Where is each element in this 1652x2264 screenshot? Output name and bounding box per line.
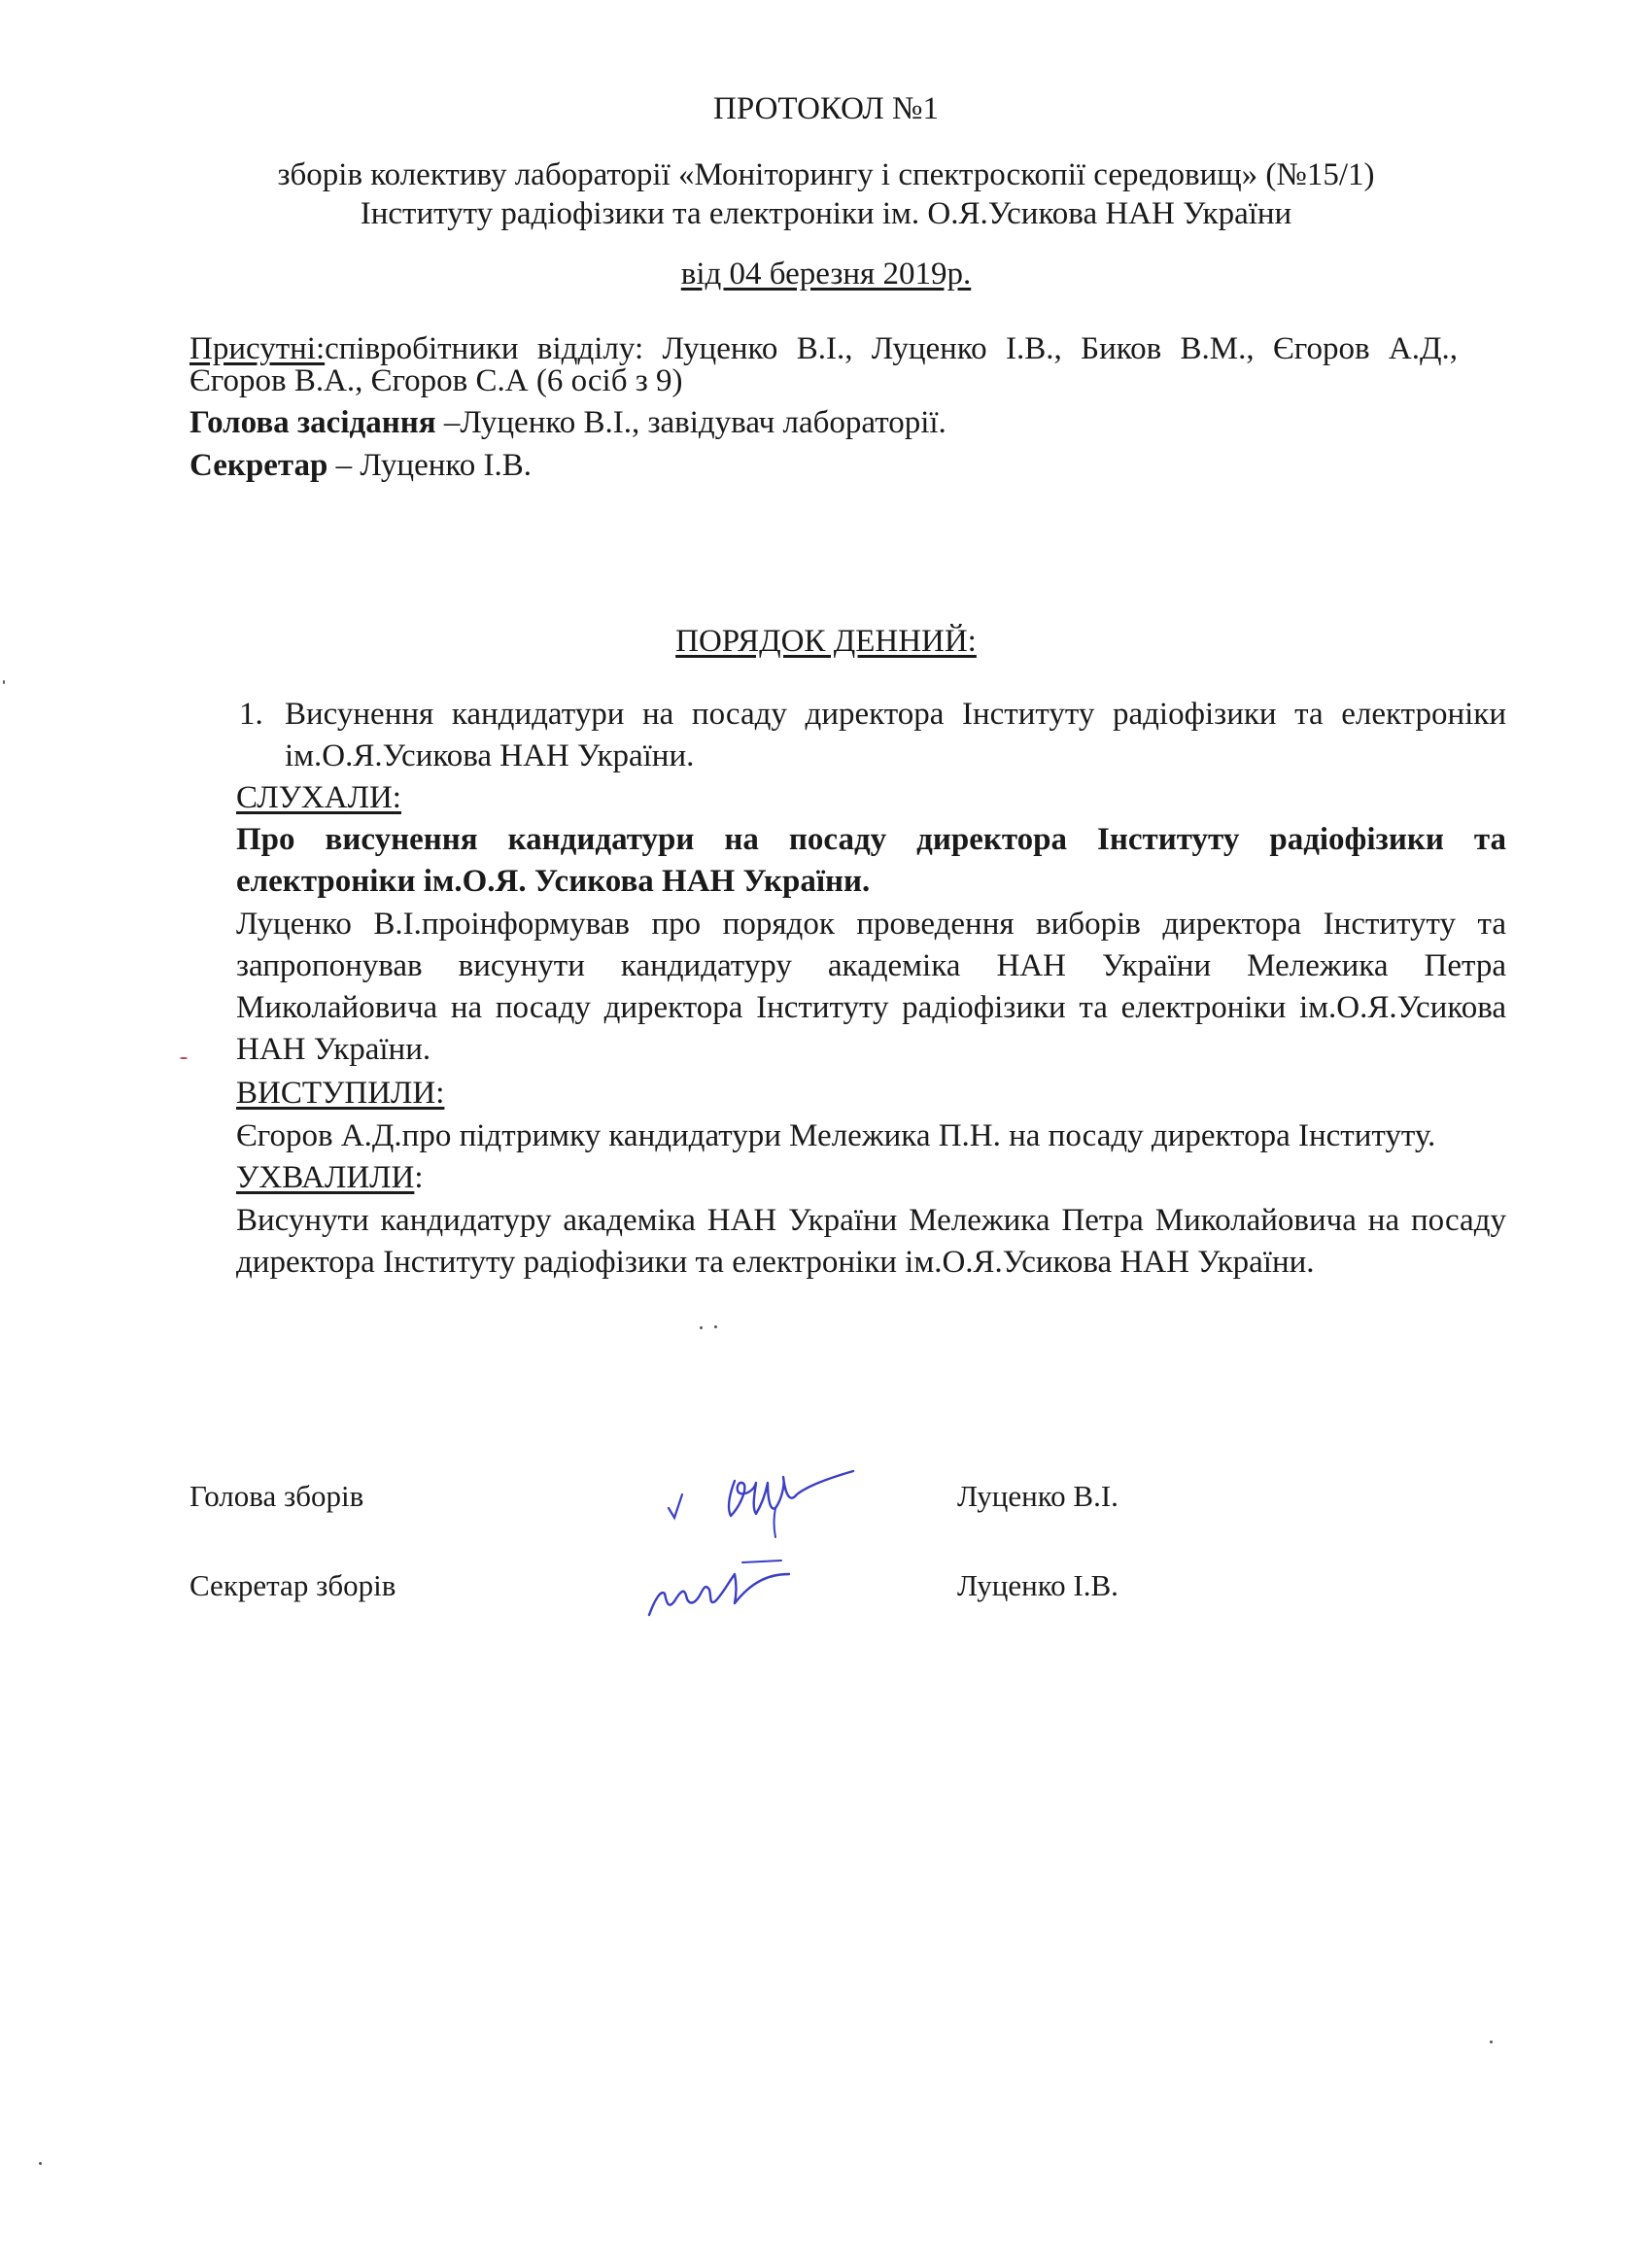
chair-signature-icon: [661, 1458, 884, 1545]
heard-title: Про висунення кандидатури на посаду директора Інституту радіофізики та електроніки ім.О.Я. Усикова НАН України.: [236, 822, 1506, 899]
document-subtitle-line2: Інституту радіофізики та електроніки ім. О.Я.Усикова НАН України: [360, 196, 1292, 231]
chair-row: [189, 402, 946, 444]
heard-label-row: [236, 777, 401, 819]
scan-speck: [3, 680, 5, 684]
agenda-heading-row: [0, 622, 1652, 661]
spoke-label-row: [236, 1073, 444, 1115]
agenda-item-text: Висунення кандидатури на посаду директора Інституту радіофізики та електроніки ім.О.Я.Усикова НАН України.: [285, 697, 1506, 773]
document-date: від 04 березня 2019р.: [680, 257, 972, 292]
secretary-signature-icon: [641, 1545, 807, 1632]
chair-text: –Луценко В.І., завідувач лабораторії.: [435, 405, 946, 440]
agenda-heading: ПОРЯДОК ДЕННИЙ:: [675, 624, 977, 659]
secretary-text: – Луценко І.В.: [327, 448, 533, 483]
chair-name: Луценко В.І.: [957, 1479, 1119, 1513]
resolved-label-row: [236, 1157, 424, 1199]
agenda-item-number: 1.: [239, 697, 263, 732]
scan-speck: [180, 1057, 188, 1059]
chair-label: Голова засідання: [189, 405, 436, 440]
scan-speck: [39, 2162, 42, 2165]
resolved-text: Висунути кандидатуру академіка НАН України Мележика Петра Миколайовича на посаду директора Інституту радіофізики та електроніки ім.О.Я.Усикова НАН України.: [236, 1203, 1506, 1280]
scan-speck: [714, 1325, 717, 1328]
secretary-row: [189, 445, 532, 487]
heard-text: Луценко В.І.проінформував про порядок проведення виборів директора Інституту та запропонував висунути кандидатуру академіка НАН України Мележика Петра Миколайовича на посаду директора Інституту радіофізики та електроніки ім.О.Я.Усикова НАН України.: [236, 907, 1506, 1067]
date-row: [0, 255, 1652, 293]
scan-speck: [700, 1326, 703, 1329]
scan-speck: [1490, 2041, 1493, 2043]
spoke-text: Єгоров А.Д.про підтримку кандидатури Мележика П.Н. на посаду директора Інституту.: [236, 1118, 1436, 1153]
resolved-label: УХВАЛИЛИ: [236, 1160, 415, 1195]
heard-label: СЛУХАЛИ:: [236, 780, 401, 815]
present-line2: Єгоров В.А., Єгоров С.А (6 осіб з 9): [189, 363, 683, 398]
present-label: Присутні:: [189, 331, 326, 366]
resolved-colon: :: [414, 1160, 424, 1195]
secretary-label: Секретар: [189, 448, 328, 483]
spoke-label: ВИСТУПИЛИ:: [236, 1076, 445, 1111]
present-text: співробітники відділу: Луценко В.І., Луценко І.В., Биков В.М., Єгоров А.Д.,: [325, 331, 1458, 366]
document-subtitle-line1: зборів колективу лабораторії «Моніторингу і спектроскопії середовищ» (№15/1): [277, 157, 1375, 192]
secretary-name: Луценко І.В.: [957, 1568, 1119, 1602]
chair-role: Голова зборів: [189, 1479, 364, 1513]
secretary-role: Секретар зборів: [189, 1568, 396, 1602]
document-title: ПРОТОКОЛ №1: [713, 91, 939, 126]
